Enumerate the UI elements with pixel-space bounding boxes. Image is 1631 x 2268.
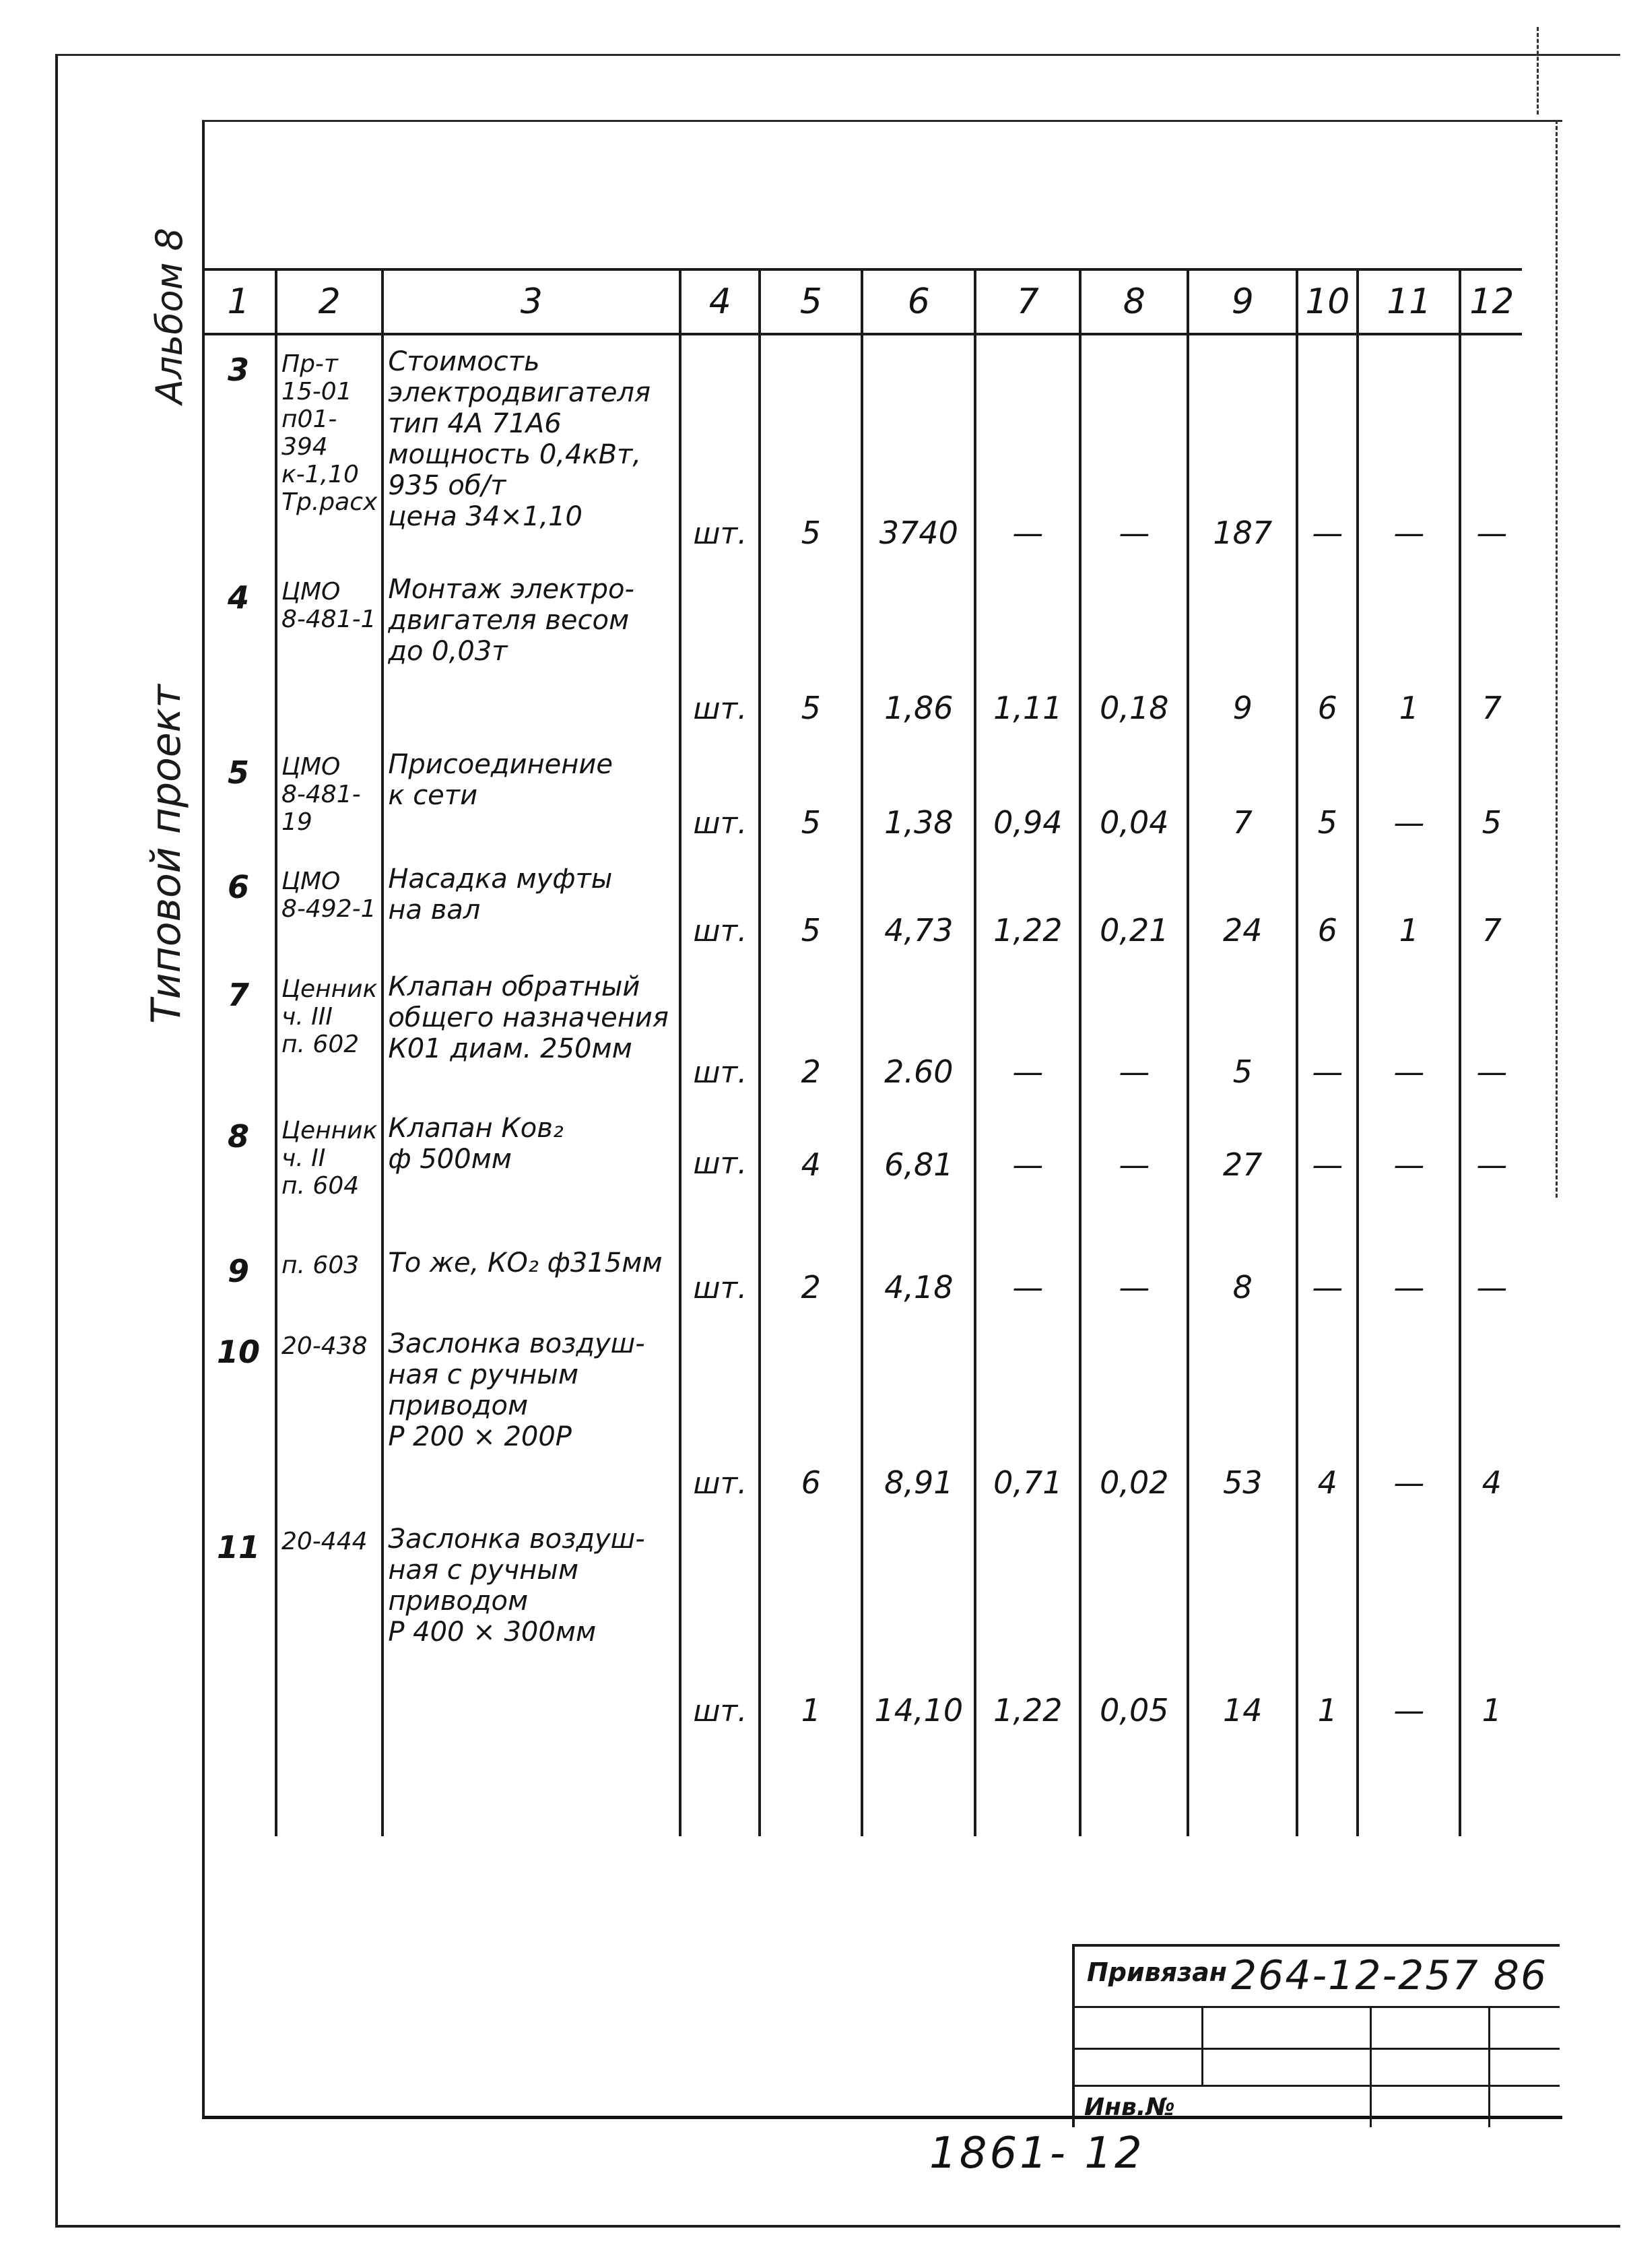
col-12-value: — xyxy=(1460,961,1522,1102)
col-10-value: 1 xyxy=(1297,1513,1358,1836)
col-7-value: 1,22 xyxy=(975,1513,1080,1836)
col-8-value: 0,18 xyxy=(1080,563,1188,738)
stamp-divider xyxy=(1370,2006,1372,2127)
total-cost: 8 xyxy=(1188,1237,1297,1318)
unit: шт. xyxy=(680,1318,760,1513)
reference-code: ЦМО 8-481-19 xyxy=(276,738,382,853)
header-cell: 10 xyxy=(1297,269,1358,334)
row-number: 5 xyxy=(227,754,249,791)
header-cell: 4 xyxy=(680,269,760,334)
col-11-value: — xyxy=(1358,1102,1460,1237)
col-12-value: 7 xyxy=(1460,563,1522,738)
table-row xyxy=(202,563,1522,738)
header-cell: 9 xyxy=(1188,269,1297,334)
col-7-value: — xyxy=(975,334,1080,563)
row-number: 7 xyxy=(227,977,249,1013)
table-row xyxy=(202,853,1522,961)
table-row xyxy=(202,1237,1522,1318)
col-11-value: — xyxy=(1358,961,1460,1102)
project-label: Типовой проект xyxy=(143,684,190,1024)
col-10-value: — xyxy=(1297,1102,1358,1237)
col-11-value: — xyxy=(1358,738,1460,853)
item-description: Клапан Ков₂ ф 500мм xyxy=(382,1102,680,1237)
col-10-value: 6 xyxy=(1297,563,1358,738)
unit-cost: 1,38 xyxy=(862,738,975,853)
total-cost: 27 xyxy=(1188,1102,1297,1237)
col-8-value: — xyxy=(1080,1102,1188,1237)
estimate-table xyxy=(202,268,1522,1836)
row-number: 4 xyxy=(227,579,249,616)
item-description: Клапан обратный общего назначения К01 диам. 250мм xyxy=(382,961,680,1102)
reference-code: 20-444 xyxy=(276,1513,382,1836)
table-row xyxy=(202,738,1522,853)
stamp-divider xyxy=(1075,2048,1560,2050)
quantity: 4 xyxy=(760,1102,862,1237)
unit-cost: 2.60 xyxy=(862,961,975,1102)
col-12-value: — xyxy=(1460,1237,1522,1318)
item-description: Насадка муфты на вал xyxy=(382,853,680,961)
col-11-value: 1 xyxy=(1358,563,1460,738)
title-block-stamp xyxy=(1072,1944,1560,2127)
quantity: 5 xyxy=(760,334,862,563)
col-7-value: — xyxy=(975,961,1080,1102)
row-number: 10 xyxy=(216,1334,260,1370)
header-row xyxy=(202,269,1522,334)
col-8-value: 0,21 xyxy=(1080,853,1188,961)
col-12-value: — xyxy=(1460,334,1522,563)
top-right-mark xyxy=(1537,27,1539,115)
row-number: 11 xyxy=(216,1529,260,1565)
item-description: Присоединение к сети xyxy=(382,738,680,853)
col-8-value: 0,02 xyxy=(1080,1318,1188,1513)
col-11-value: — xyxy=(1358,1513,1460,1836)
quantity: 6 xyxy=(760,1318,862,1513)
unit: шт. xyxy=(680,961,760,1102)
col-12-value: 1 xyxy=(1460,1513,1522,1836)
row-number: 6 xyxy=(227,869,249,905)
total-cost: 24 xyxy=(1188,853,1297,961)
reference-code: Пр-т 15-01 п01-394 к-1,10 Тр.расх xyxy=(276,334,382,563)
item-description: Заслонка воздуш- ная с ручным приводом Р 200 × 200Р xyxy=(382,1318,680,1513)
col-10-value: — xyxy=(1297,334,1358,563)
unit: шт. xyxy=(680,563,760,738)
quantity: 5 xyxy=(760,563,862,738)
col-8-value: — xyxy=(1080,1237,1188,1318)
table-row xyxy=(202,1513,1522,1836)
header-cell: 1 xyxy=(202,269,276,334)
unit: шт. xyxy=(680,738,760,853)
col-10-value: — xyxy=(1297,961,1358,1102)
header-cell: 2 xyxy=(276,269,382,334)
unit-cost: 14,10 xyxy=(862,1513,975,1836)
table-row xyxy=(202,334,1522,563)
stamp-divider xyxy=(1488,2006,1490,2127)
item-description: Стоимость электродвигателя тип 4А 71А6 мощность 0,4кВт, 935 об/т цена 34×1,10 xyxy=(382,334,680,563)
stamp-title-row xyxy=(1075,1947,1560,2008)
stamp-code: 264-12-257 86 xyxy=(1231,1952,1548,1999)
col-8-value: — xyxy=(1080,961,1188,1102)
quantity: 1 xyxy=(760,1513,862,1836)
quantity: 2 xyxy=(760,1237,862,1318)
unit-cost: 1,86 xyxy=(862,563,975,738)
col-8-value: 0,05 xyxy=(1080,1513,1188,1836)
item-description: Заслонка воздуш- ная с ручным приводом Р 400 × 300мм xyxy=(382,1513,680,1836)
unit-cost: 3740 xyxy=(862,334,975,563)
unit: шт. xyxy=(680,1513,760,1836)
col-7-value: 0,71 xyxy=(975,1318,1080,1513)
header-cell: 6 xyxy=(862,269,975,334)
total-cost: 5 xyxy=(1188,961,1297,1102)
unit-cost: 8,91 xyxy=(862,1318,975,1513)
col-12-value: 5 xyxy=(1460,738,1522,853)
header-cell: 7 xyxy=(975,269,1080,334)
item-description: Монтаж электро- двигателя весом до 0,03т xyxy=(382,563,680,738)
total-cost: 7 xyxy=(1188,738,1297,853)
unit: шт. xyxy=(680,334,760,563)
total-cost: 187 xyxy=(1188,334,1297,563)
total-cost: 53 xyxy=(1188,1318,1297,1513)
col-10-value: 4 xyxy=(1297,1318,1358,1513)
col-10-value: 6 xyxy=(1297,853,1358,961)
reference-code: ЦМО 8-492-1 xyxy=(276,853,382,961)
col-10-value: 5 xyxy=(1297,738,1358,853)
reference-code: п. 603 xyxy=(276,1237,382,1318)
col-7-value: — xyxy=(975,1237,1080,1318)
col-10-value: — xyxy=(1297,1237,1358,1318)
quantity: 5 xyxy=(760,853,862,961)
album-label: Альбом 8 xyxy=(148,228,191,404)
col-7-value: 1,22 xyxy=(975,853,1080,961)
row-number: 9 xyxy=(227,1253,249,1289)
col-11-value: — xyxy=(1358,334,1460,563)
col-12-value: 7 xyxy=(1460,853,1522,961)
reference-code: Ценник ч. III п. 602 xyxy=(276,961,382,1102)
quantity: 5 xyxy=(760,738,862,853)
reference-code: ЦМО 8-481-1 xyxy=(276,563,382,738)
col-12-value: — xyxy=(1460,1102,1522,1237)
inventory-number-label: Инв.№ xyxy=(1084,2094,1175,2121)
header-cell: 5 xyxy=(760,269,862,334)
row-number: 3 xyxy=(227,352,249,388)
stamp-label: Привязан xyxy=(1087,1957,1228,1987)
col-11-value: — xyxy=(1358,1237,1460,1318)
reference-code: 20-438 xyxy=(276,1318,382,1513)
unit-cost: 4,73 xyxy=(862,853,975,961)
quantity: 2 xyxy=(760,961,862,1102)
item-description: То же, КО₂ ф315мм xyxy=(382,1237,680,1318)
page-number: 1861- 12 xyxy=(929,2129,1145,2178)
table-row xyxy=(202,1318,1522,1513)
col-12-value: 4 xyxy=(1460,1318,1522,1513)
header-cell: 12 xyxy=(1460,269,1522,334)
col-8-value: 0,04 xyxy=(1080,738,1188,853)
stamp-divider xyxy=(1075,2085,1560,2087)
right-border-dashed xyxy=(1556,120,1558,1198)
row-number: 8 xyxy=(227,1118,249,1155)
table-row xyxy=(202,1102,1522,1237)
unit: шт. xyxy=(680,1237,760,1318)
header-cell: 8 xyxy=(1080,269,1188,334)
col-7-value: 1,11 xyxy=(975,563,1080,738)
header-cell: 11 xyxy=(1358,269,1460,334)
unit: шт. xyxy=(680,1102,760,1237)
table-row xyxy=(202,961,1522,1102)
stamp-divider xyxy=(1201,2006,1203,2087)
col-7-value: 0,94 xyxy=(975,738,1080,853)
header-cell: 3 xyxy=(382,269,680,334)
col-11-value: 1 xyxy=(1358,853,1460,961)
col-11-value: — xyxy=(1358,1318,1460,1513)
unit-cost: 6,81 xyxy=(862,1102,975,1237)
total-cost: 9 xyxy=(1188,563,1297,738)
col-7-value: — xyxy=(975,1102,1080,1237)
col-8-value: — xyxy=(1080,334,1188,563)
reference-code: Ценник ч. II п. 604 xyxy=(276,1102,382,1237)
total-cost: 14 xyxy=(1188,1513,1297,1836)
unit-cost: 4,18 xyxy=(862,1237,975,1318)
unit: шт. xyxy=(680,853,760,961)
